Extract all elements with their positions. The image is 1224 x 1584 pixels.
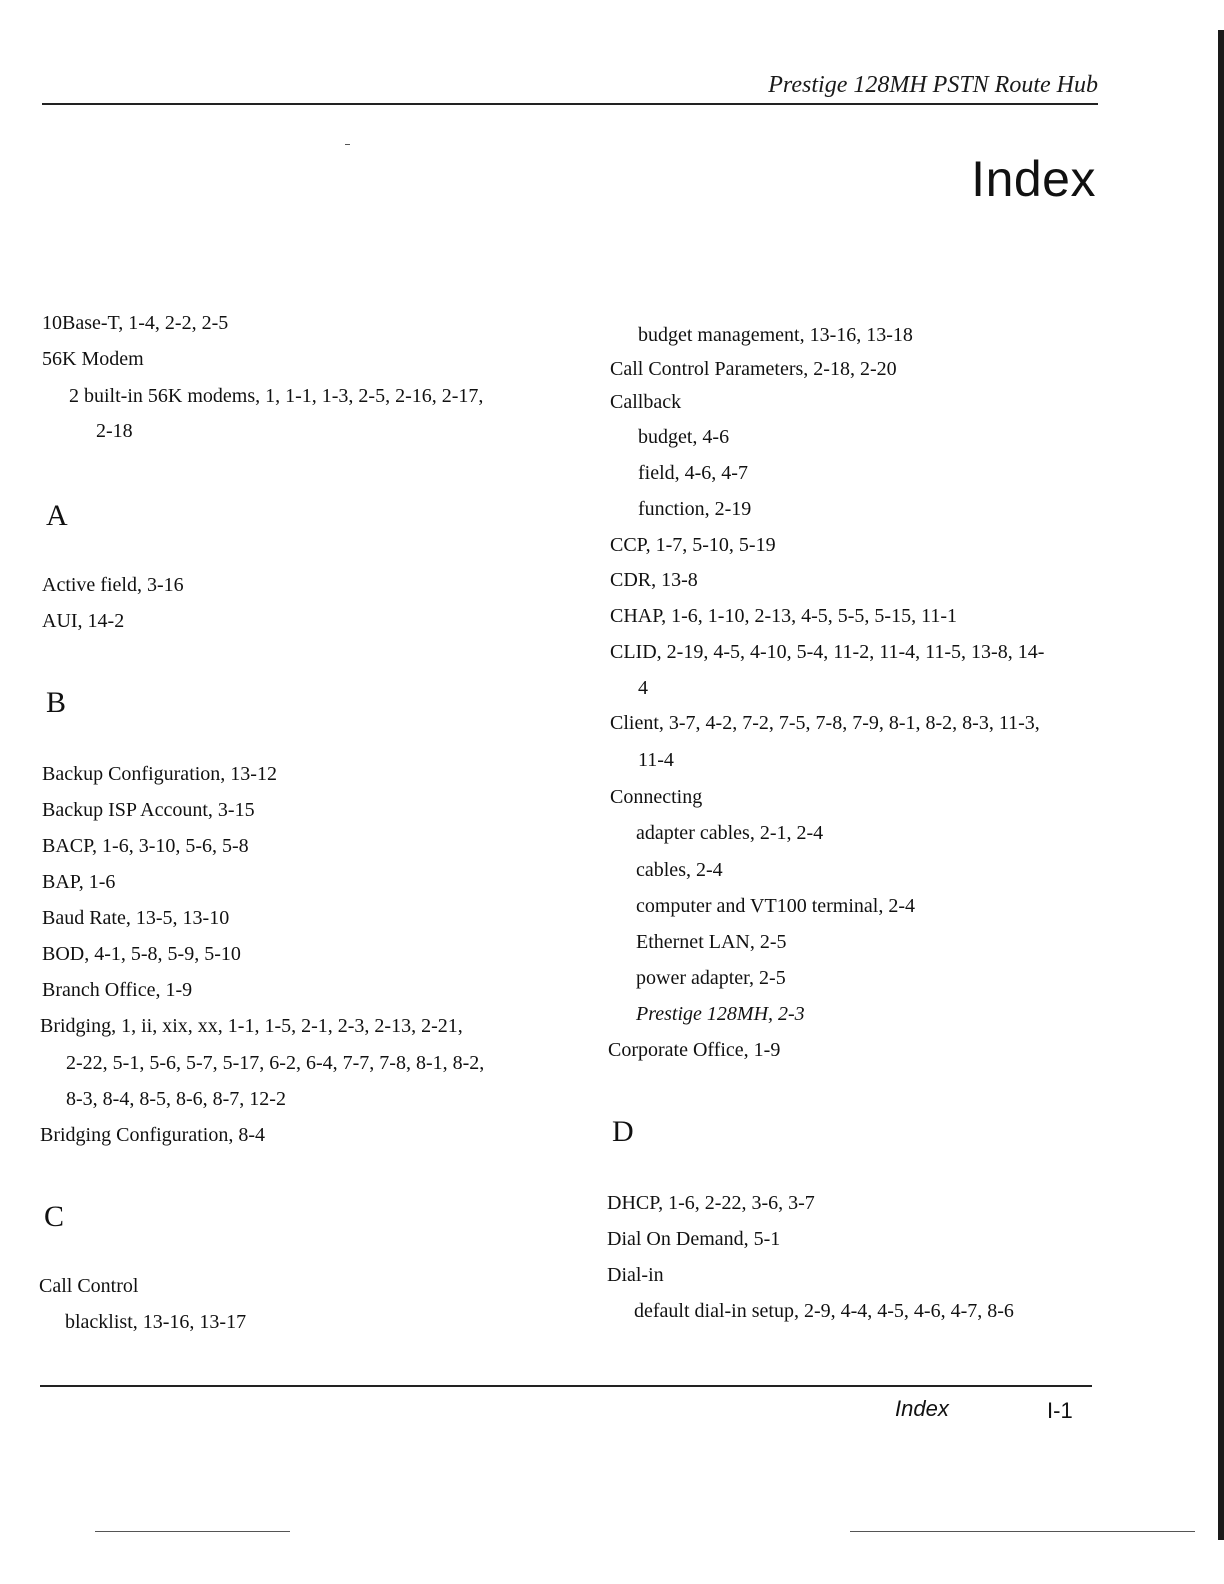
index-entry: BAP, 1-6 — [42, 871, 116, 893]
index-subentry: budget management, 13-16, 13-18 — [638, 324, 913, 346]
index-subentry: default dial-in setup, 2-9, 4-4, 4-5, 4-6, 4-7, 8-6 — [634, 1300, 1014, 1322]
index-entry: Backup ISP Account, 3-15 — [42, 799, 255, 821]
index-entry: Active field, 3-16 — [42, 574, 184, 596]
index-entry: Callback — [610, 391, 682, 413]
section-letter-b: B — [46, 686, 67, 719]
index-entry: Baud Rate, 13-5, 13-10 — [42, 907, 230, 929]
index-entry: 56K Modem — [42, 348, 144, 370]
index-entry: Dial On Demand, 5-1 — [607, 1228, 781, 1250]
index-subentry: Ethernet LAN, 2-5 — [636, 931, 787, 953]
index-entry: Bridging Configuration, 8-4 — [40, 1124, 265, 1146]
scan-line — [850, 1531, 1195, 1532]
index-subentry: Prestige 128MH, 2-3 — [636, 1003, 805, 1025]
section-letter-a: A — [46, 499, 68, 532]
index-subentry-continuation: 4 — [638, 677, 648, 699]
index-entry: Backup Configuration, 13-12 — [42, 763, 277, 785]
section-letter-d: D — [612, 1115, 634, 1148]
index-entry: DHCP, 1-6, 2-22, 3-6, 3-7 — [607, 1192, 815, 1214]
index-entry: CDR, 13-8 — [610, 569, 698, 591]
index-subentry: field, 4-6, 4-7 — [638, 462, 748, 484]
index-entry: Call Control — [39, 1275, 139, 1297]
index-entry: Branch Office, 1-9 — [42, 979, 193, 1001]
index-subentry: budget, 4-6 — [638, 426, 730, 448]
index-entry: Bridging, 1, ii, xix, xx, 1-1, 1-5, 2-1, 2-3, 2-13, 2-21, — [40, 1015, 463, 1037]
header-rule — [42, 103, 1098, 105]
index-entry: Connecting — [610, 786, 703, 808]
index-subentry: computer and VT100 terminal, 2-4 — [636, 895, 916, 917]
scan-line — [95, 1531, 290, 1532]
section-letter-c: C — [44, 1200, 65, 1233]
footer-section-label: Index — [895, 1396, 949, 1421]
scan-edge-border — [1218, 30, 1224, 1540]
index-entry: CLID, 2-19, 4-5, 4-10, 5-4, 11-2, 11-4, 11-5, 13-8, 14- — [610, 641, 1045, 663]
index-subentry: function, 2-19 — [638, 498, 752, 520]
index-entry: 10Base-T, 1-4, 2-2, 2-5 — [42, 312, 229, 334]
index-entry: BACP, 1-6, 3-10, 5-6, 5-8 — [42, 835, 249, 857]
index-subentry-continuation: 2-22, 5-1, 5-6, 5-7, 5-17, 6-2, 6-4, 7-7, 7-8, 8-1, 8-2, — [66, 1052, 485, 1074]
scan-speck — [345, 144, 350, 145]
index-subentry-continuation: 11-4 — [638, 749, 674, 771]
index-subentry: blacklist, 13-16, 13-17 — [65, 1311, 247, 1333]
index-subentry: power adapter, 2-5 — [636, 967, 786, 989]
index-entry: BOD, 4-1, 5-8, 5-9, 5-10 — [42, 943, 241, 965]
index-entry: Corporate Office, 1-9 — [608, 1039, 781, 1061]
index-subentry-continuation: 8-3, 8-4, 8-5, 8-6, 8-7, 12-2 — [66, 1088, 286, 1110]
footer-rule — [40, 1385, 1092, 1387]
index-entry: CCP, 1-7, 5-10, 5-19 — [610, 534, 776, 556]
index-entry: Call Control Parameters, 2-18, 2-20 — [610, 358, 897, 380]
page-number: I-1 — [1047, 1398, 1073, 1423]
page-title: Index — [971, 151, 1096, 207]
running-header: Prestige 128MH PSTN Route Hub — [768, 72, 1098, 98]
index-entry: AUI, 14-2 — [42, 610, 125, 632]
index-subentry: cables, 2-4 — [636, 859, 723, 881]
index-subentry-continuation: 2-18 — [96, 420, 133, 442]
index-entry: Client, 3-7, 4-2, 7-2, 7-5, 7-8, 7-9, 8-1, 8-2, 8-3, 11-3, — [610, 712, 1040, 734]
index-entry: CHAP, 1-6, 1-10, 2-13, 4-5, 5-5, 5-15, 11-1 — [610, 605, 958, 627]
index-entry: Dial-in — [607, 1264, 664, 1286]
index-subentry: adapter cables, 2-1, 2-4 — [636, 822, 824, 844]
index-subentry: 2 built-in 56K modems, 1, 1-1, 1-3, 2-5, 2-16, 2-17, — [69, 385, 484, 407]
